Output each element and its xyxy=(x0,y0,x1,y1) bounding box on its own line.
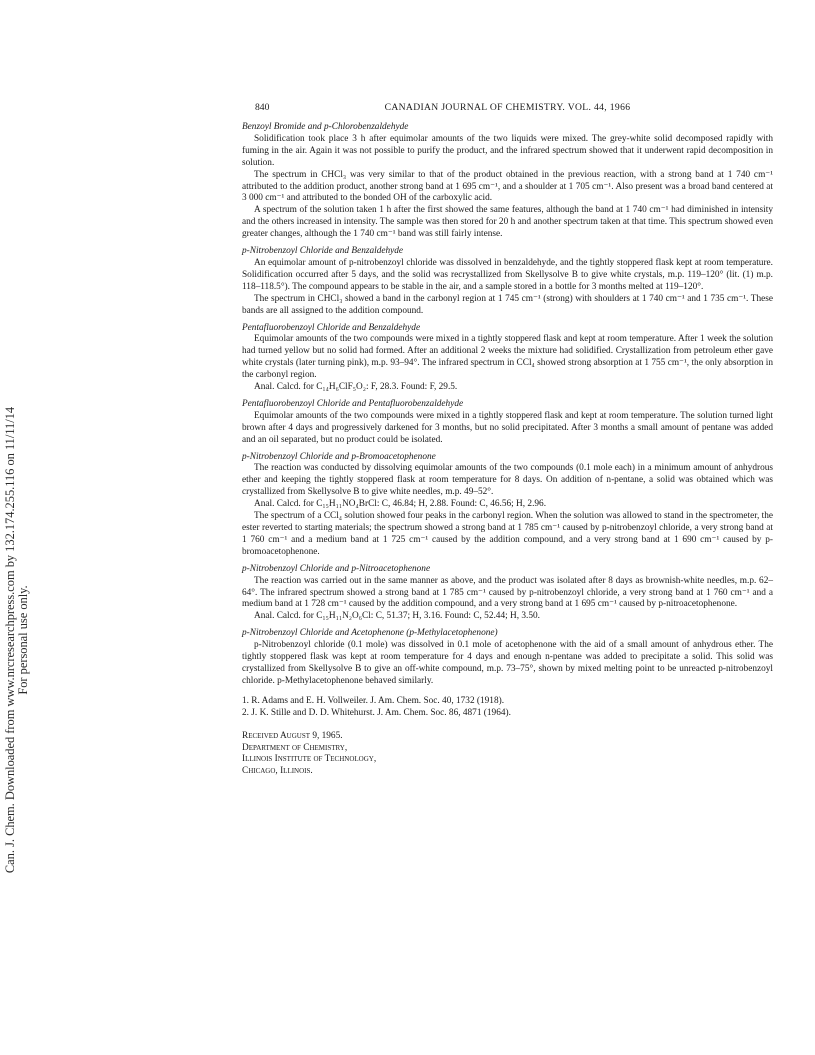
analysis-line: Anal. Calcd. for C₁₅H₁₁NO₄BrCl: C, 46.84; H, 2.88. Found: C, 46.56; H, 2.96. xyxy=(254,499,547,510)
paragraph: The spectrum of a CCl₄ solution showed four peaks in the carbonyl region. When the solution was allowed to stand in the spectrometer, the ester reverted to starting materials; the spectrum showed a strong band at 1 785 cm⁻¹ caused by p-nitrobenzoyl chloride, a very strong band at 1 760 cm⁻¹ and a medium band at 1 725 cm⁻¹ caused by the addition compound, and a very strong band at 1 690 cm⁻¹ caused by p-bromoacetophenone. xyxy=(242,511,773,557)
download-notice-text xyxy=(4,407,30,873)
section-nitrobenzoyl-benzaldehyde xyxy=(242,246,773,317)
section-nitrobenzoyl-bromoacetophenone xyxy=(242,452,773,559)
paragraph: p-Nitrobenzoyl chloride (0.1 mole) was dissolved in 0.1 mole of acetophenone with the aid of a small amount of anhydrous ether. The tightly stoppered flask was kept at room temperature for 4 days and enough n-pentane was added to precipitate a solid. This solid was crystallized from Skellysolve B to give an off-white compound, m.p. 73–75°, shown by mixed melting point to be unreacted p-nitrobenzoyl chloride. p-Methylacetophenone behaved similarly. xyxy=(242,640,773,686)
personal-use-line: For personal use only. xyxy=(16,585,30,695)
paragraph: Solidification took place 3 h after equimolar amounts of the two liquids were mixed. The grey-white solid decomposed rapidly with fuming in the air. Again it was not possible to purify the product, and the infrared spectrum showed that it underwent rapid decomposition in solution. xyxy=(242,133,773,168)
section-heading: p-Nitrobenzoyl Chloride and Acetophenone (p-Methylacetophenone) xyxy=(242,628,498,639)
paragraph: Equimolar amounts of the two compounds were mixed in a tightly stoppered flask and kept at room temperature. The solution turned light brown after 4 days and progressively darkened for 3 months, but no solid precipitated. After 3 months a small amount of pentane was added and an oil separated, but no product could be isolated. xyxy=(242,410,773,445)
running-head xyxy=(242,102,773,114)
section-heading: p-Nitrobenzoyl Chloride and Benzaldehyde xyxy=(242,246,404,257)
paragraph: The spectrum in CHCl₃ showed a band in the carbonyl region at 1 745 cm⁻¹ (strong) with shoulders at 1 740 cm⁻¹ and 1 735 cm⁻¹. These bands are all assigned to the addition compound. xyxy=(242,293,773,316)
section-pentafluorobenzoyl-benzaldehyde xyxy=(242,323,773,394)
department-line: Department of Chemistry, xyxy=(242,742,348,753)
paragraph: The reaction was conducted by dissolving equimolar amounts of the two compounds (0.1 mole each) in a minimum amount of anhydrous ether and keeping the tightly stoppered flask at room temperature for 8 days. On addition of n-pentane, a solid was obtained which was crystallized from Skellysolve B to give white needles, m.p. 49–52°. xyxy=(242,463,773,498)
section-nitrobenzoyl-acetophenone xyxy=(242,628,773,688)
download-notice xyxy=(0,0,34,1055)
section-nitrobenzoyl-nitroacetophenone xyxy=(242,564,773,624)
reference-item: 2. J. K. Stille and D. D. Whitehurst. J. Am. Chem. Soc. 86, 4871 (1964). xyxy=(242,707,511,718)
references-list xyxy=(242,696,773,720)
institute-line: Illinois Institute of Technology, xyxy=(242,754,377,765)
section-heading: Pentafluorobenzoyl Chloride and Pentafluorobenzaldehyde xyxy=(242,398,464,409)
paragraph: The reaction was carried out in the same manner as above, and the product was isolated after 8 days as brownish-white needles, m.p. 62–64°. The infrared spectrum showed a strong band at 1 785 cm⁻¹ caused by p-nitrobenzoyl chloride, a very strong band at 1 760 cm⁻¹ and a medium band at 1 728 cm⁻¹ caused by the addition compound, and a very strong band at 1 695 cm⁻¹ caused by p-nitroacetophenone. xyxy=(242,575,773,610)
analysis-line: Anal. Calcd. for C₁₅H₁₁N₂O₆Cl: C, 51.37; H, 3.16. Found: C, 52.44; H, 3.50. xyxy=(254,611,540,622)
section-heading: Pentafluorobenzoyl Chloride and Benzaldehyde xyxy=(242,322,421,333)
received-date: Received August 9, 1965. xyxy=(242,730,343,741)
reference-item: 1. R. Adams and E. H. Vollweiler. J. Am. Chem. Soc. 40, 1732 (1918). xyxy=(242,695,505,706)
section-heading: p-Nitrobenzoyl Chloride and p-Bromoacetophenone xyxy=(242,451,436,462)
paragraph: Equimolar amounts of the two compounds were mixed in a tightly stoppered flask and kept at room temperature. After 1 week the solution had turned yellow but no solid had formed. After an additional 2 weeks the mixture had solidified. Crystallization from petroleum ether gave white crystals (later turning pink), m.p. 93–94°. The infrared spectrum in CCl₄ showed strong absorption at 1 755 cm⁻¹, the only absorption in the carbonyl region. xyxy=(242,334,773,381)
city-line: Chicago, Illinois. xyxy=(242,766,313,777)
article-page xyxy=(242,102,773,778)
section-pentafluorobenzoyl-pentafluorobenzaldehyde xyxy=(242,399,773,447)
paragraph: The spectrum in CHCl₃ was very similar to that of the product obtained in the previous reaction, with a strong band at 1 740 cm⁻¹ attributed to the addition product, another strong band at 1 695 cm⁻¹, and a shoulder at 1 705 cm⁻¹. Also present was a broad band centered at 3 000 cm⁻¹ and attributed to the bonded OH of the carboxylic acid. xyxy=(242,169,773,204)
page-number: 840 xyxy=(255,102,270,113)
paragraph: An equimolar amount of p-nitrobenzoyl chloride was dissolved in benzaldehyde, and the tightly stoppered flask kept at room temperature. Solidification occurred after 5 days, and the solid was recrystallized from Skellysolve B to give white crystals, m.p. 119–120° (lit. (1) m.p. 118–118.5°). The compound appears to be stable in the air, and a sample stored in a bottle for 3 months melted at 119–120°. xyxy=(242,257,773,292)
section-heading: Benzoyl Bromide and p-Chlorobenzaldehyde xyxy=(242,122,409,132)
paragraph: A spectrum of the solution taken 1 h after the first showed the same features, although the band at 1 740 cm⁻¹ had diminished in intensity and the others increased in intensity. The sample was then stored for 20 h and another spectrum taken at that time. This spectrum showed even greater changes, although the 1 740 cm⁻¹ band was still fairly intense. xyxy=(242,205,773,240)
journal-title: CANADIAN JOURNAL OF CHEMISTRY. VOL. 44, 1966 xyxy=(384,102,631,113)
received-block xyxy=(242,731,773,779)
download-notice-line: Can. J. Chem. Downloaded from www.nrcresearchpress.com by 132.174.255.116 on 11/11/14 xyxy=(3,406,17,874)
section-heading: p-Nitrobenzoyl Chloride and p-Nitroacetophenone xyxy=(242,563,431,574)
analysis-line: Anal. Calcd. for C₁₄H₆ClF₅O₂: F, 28.3. Found: F, 29.5. xyxy=(254,382,458,393)
section-benzoyl-bromide xyxy=(242,122,773,241)
